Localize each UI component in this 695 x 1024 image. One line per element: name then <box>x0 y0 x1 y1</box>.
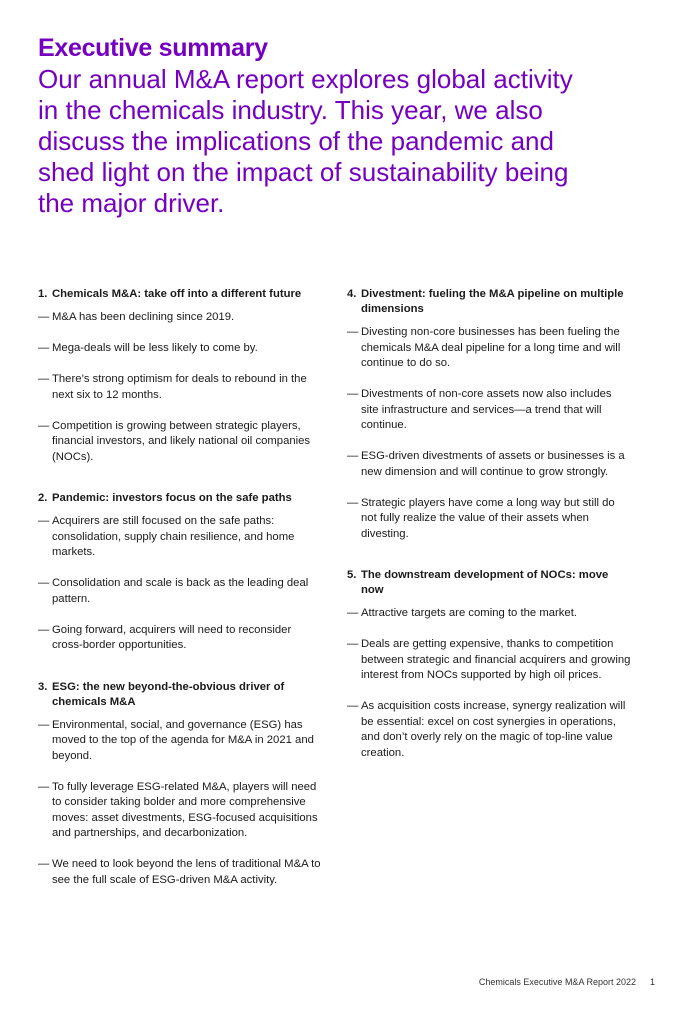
section-heading <box>347 568 632 598</box>
bullet-dash: — <box>38 311 50 323</box>
section-title: The downstream development of NOCs: move now <box>361 569 609 596</box>
section-number: 2. <box>38 492 48 504</box>
bullet-list <box>347 606 632 761</box>
bullet-text: Environmental, social, and governance (ESG) has moved to the top of the agenda for M&A in 2021 and beyond. <box>52 718 314 762</box>
section-title: Divestment: fueling the M&A pipeline on multiple dimensions <box>361 288 624 315</box>
bullet-text: Strategic players have come a long way but still do not fully realize the value of their assets when divesting. <box>361 496 615 540</box>
bullet-text: To fully leverage ESG-related M&A, players will need to consider taking bolder and more comprehensive moves: asset divestments, ESG-focused acquisitions and partnerships, and decarbonization. <box>52 780 318 839</box>
bullet-list <box>38 514 323 654</box>
summary-section <box>347 568 632 761</box>
bullet-text: Mega-deals will be less likely to come by. <box>52 342 258 354</box>
bullet-text: We need to look beyond the lens of traditional M&A to see the full scale of ESG-driven M&A activity. <box>52 858 321 886</box>
bullet-item <box>38 623 323 654</box>
bullet-item <box>38 576 323 607</box>
bullet-dash: — <box>38 718 50 731</box>
bullet-dash: — <box>347 388 359 400</box>
section-title: ESG: the new beyond-the-obvious driver of chemicals M&A <box>52 680 285 708</box>
bullet-dash: — <box>38 419 50 432</box>
page-footer <box>479 977 655 987</box>
intro-paragraph: Our annual M&A report explores global activity in the chemicals industry. This year, we also discuss the implications of the pandemic and shed light on the impact of sustainability being the major driver. <box>38 64 573 218</box>
bullet-dash: — <box>38 515 50 527</box>
right-column <box>347 287 632 787</box>
bullet-text: There’s strong optimism for deals to rebound in the next six to 12 months. <box>52 373 307 401</box>
bullet-item <box>38 718 323 765</box>
section-number: 5. <box>347 569 357 581</box>
bullet-item <box>38 514 323 561</box>
section-number: 1. <box>38 288 48 300</box>
bullet-list <box>347 325 632 542</box>
bullet-item <box>347 325 632 372</box>
section-heading <box>38 287 323 302</box>
left-column <box>38 287 323 914</box>
bullet-item <box>38 780 323 842</box>
bullet-text: Going forward, acquirers will need to reconsider cross-border opportunities. <box>52 623 292 651</box>
bullet-dash: — <box>347 450 359 462</box>
bullet-item <box>347 637 632 684</box>
section-number: 4. <box>347 288 357 300</box>
bullet-item <box>38 419 323 466</box>
summary-section <box>38 680 323 889</box>
bullet-text: Deals are getting expensive, thanks to competition between strategic and financial acquirers and growing interest from NOCs supported by high oil prices. <box>361 638 631 681</box>
bullet-item <box>38 372 323 403</box>
bullet-dash: — <box>347 638 359 650</box>
bullet-dash: — <box>38 577 50 589</box>
section-number: 3. <box>38 680 48 693</box>
section-title: Pandemic: investors focus on the safe paths <box>52 492 292 504</box>
bullet-item <box>38 341 323 357</box>
bullet-list <box>38 718 323 889</box>
summary-section <box>347 287 632 542</box>
bullet-text: ESG-driven divestments of assets or businesses is a new dimension and will continue to grow strongly. <box>361 450 625 478</box>
bullet-dash: — <box>347 700 359 712</box>
bullet-text: Consolidation and scale is back as the leading deal pattern. <box>52 577 309 605</box>
bullet-text: M&A has been declining since 2019. <box>52 311 235 323</box>
bullet-dash: — <box>347 607 359 619</box>
bullet-item <box>347 606 632 622</box>
bullet-item <box>347 449 632 480</box>
bullet-item <box>347 387 632 434</box>
bullet-item <box>347 496 632 543</box>
bullet-item <box>38 857 323 888</box>
bullet-text: Divesting non-core businesses has been fueling the chemicals M&A deal pipeline for a long time and will continue to do so. <box>361 326 621 369</box>
summary-section <box>38 491 323 654</box>
bullet-dash: — <box>38 780 50 793</box>
bullet-item <box>347 699 632 761</box>
bullet-dash: — <box>38 342 50 354</box>
bullet-text: Competition is growing between strategic players, financial investors, and likely national oil companies (NOCs). <box>52 419 311 463</box>
bullet-dash: — <box>38 373 50 385</box>
bullet-dash: — <box>347 496 359 509</box>
bullet-list <box>38 310 323 465</box>
bullet-text: Acquirers are still focused on the safe paths: consolidation, supply chain resilience, and home markets. <box>52 515 295 558</box>
bullet-text: Divestments of non-core assets now also includes site infrastructure and services—a trend that will continue. <box>361 388 612 431</box>
section-heading <box>347 287 632 317</box>
bullet-dash: — <box>38 858 50 870</box>
page-title: Executive summary <box>38 34 268 62</box>
footer-report-title: Chemicals Executive M&A Report 2022 <box>478 977 636 987</box>
bullet-text: Attractive targets are coming to the market. <box>361 607 577 619</box>
bullet-dash: — <box>347 326 359 338</box>
bullet-item <box>38 310 323 326</box>
section-heading <box>38 491 323 506</box>
page-number: 1 <box>649 977 655 987</box>
summary-section <box>38 287 323 465</box>
bullet-dash: — <box>38 623 50 636</box>
section-heading <box>38 680 323 710</box>
bullet-text: As acquisition costs increase, synergy realization will be essential: excel on cost synergies in operations, and don’t overly rely on the magic of top-line value creation. <box>361 700 626 759</box>
section-title: Chemicals M&A: take off into a different future <box>52 288 302 300</box>
